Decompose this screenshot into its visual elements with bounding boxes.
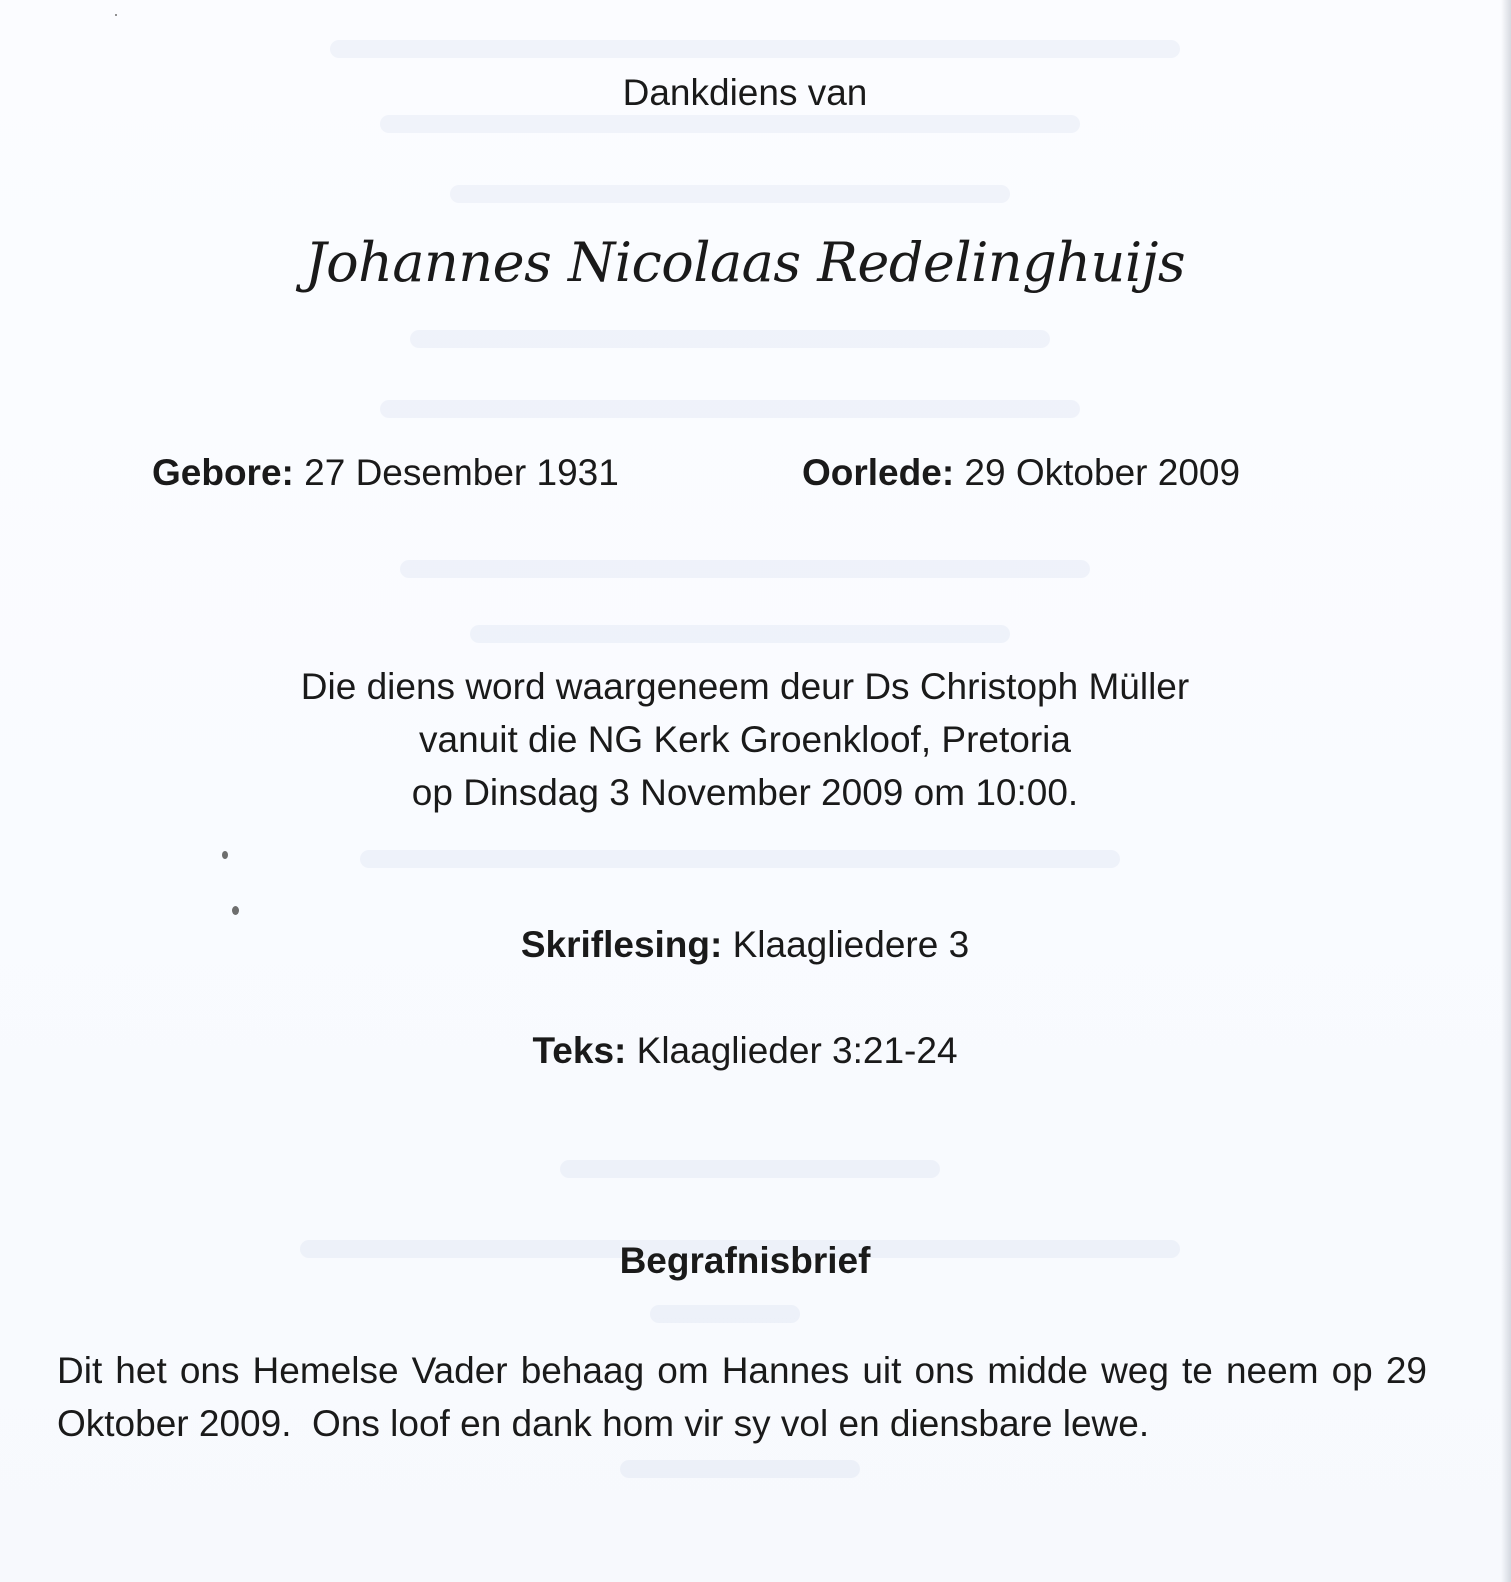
- service-line: Die diens word waargeneem deur Ds Christoph Müller: [300, 666, 1190, 707]
- text-value: Klaaglieder 3:21-24: [636, 1030, 958, 1071]
- death-date: [802, 450, 1240, 496]
- show-through-line: [470, 625, 1010, 643]
- birth-label: Gebore:: [152, 452, 294, 493]
- show-through-line: [330, 40, 1180, 58]
- show-through-line: [410, 330, 1050, 348]
- show-through-line: [380, 400, 1080, 418]
- service-line: vanuit die NG Kerk Groenkloof, Pretoria: [419, 719, 1071, 760]
- birth-date: [152, 450, 619, 496]
- birth-value: 27 Desember 1931: [304, 452, 619, 493]
- death-value: 29 Oktober 2009: [964, 452, 1241, 493]
- scripture-reading: [0, 922, 1490, 968]
- scan-speck: [222, 851, 228, 859]
- show-through-line: [560, 1160, 940, 1178]
- letter-body: Dit het ons Hemelse Vader behaag om Hannes uit ons midde weg te neem op 29 Oktober 2009. Ons loof en dank hom vir sy vol en diensbare lewe.: [57, 1350, 1438, 1444]
- show-through-line: [450, 185, 1010, 203]
- text-label: Teks:: [532, 1030, 627, 1071]
- service-line: op Dinsdag 3 November 2009 om 10:00.: [411, 772, 1079, 813]
- show-through-line: [400, 560, 1090, 578]
- sermon-text: [0, 1028, 1490, 1074]
- show-through-line: [620, 1460, 860, 1478]
- show-through-line: [650, 1305, 800, 1323]
- reading-value: Klaagliedere 3: [732, 924, 970, 965]
- show-through-line: [360, 850, 1120, 868]
- reading-label: Skriflesing:: [520, 924, 723, 965]
- scan-speck: [115, 14, 117, 16]
- scan-speck: [232, 906, 239, 915]
- service-details: [0, 660, 1490, 819]
- page-edge-shadow: [1501, 0, 1511, 1582]
- show-through-line: [380, 115, 1080, 133]
- death-label: Oorlede:: [802, 452, 955, 493]
- service-title: Dankdiens van: [622, 72, 868, 113]
- deceased-name: Johannes Nicolaas Redelinghuijs: [304, 231, 1186, 294]
- letter-heading: Begrafnisbrief: [619, 1240, 871, 1281]
